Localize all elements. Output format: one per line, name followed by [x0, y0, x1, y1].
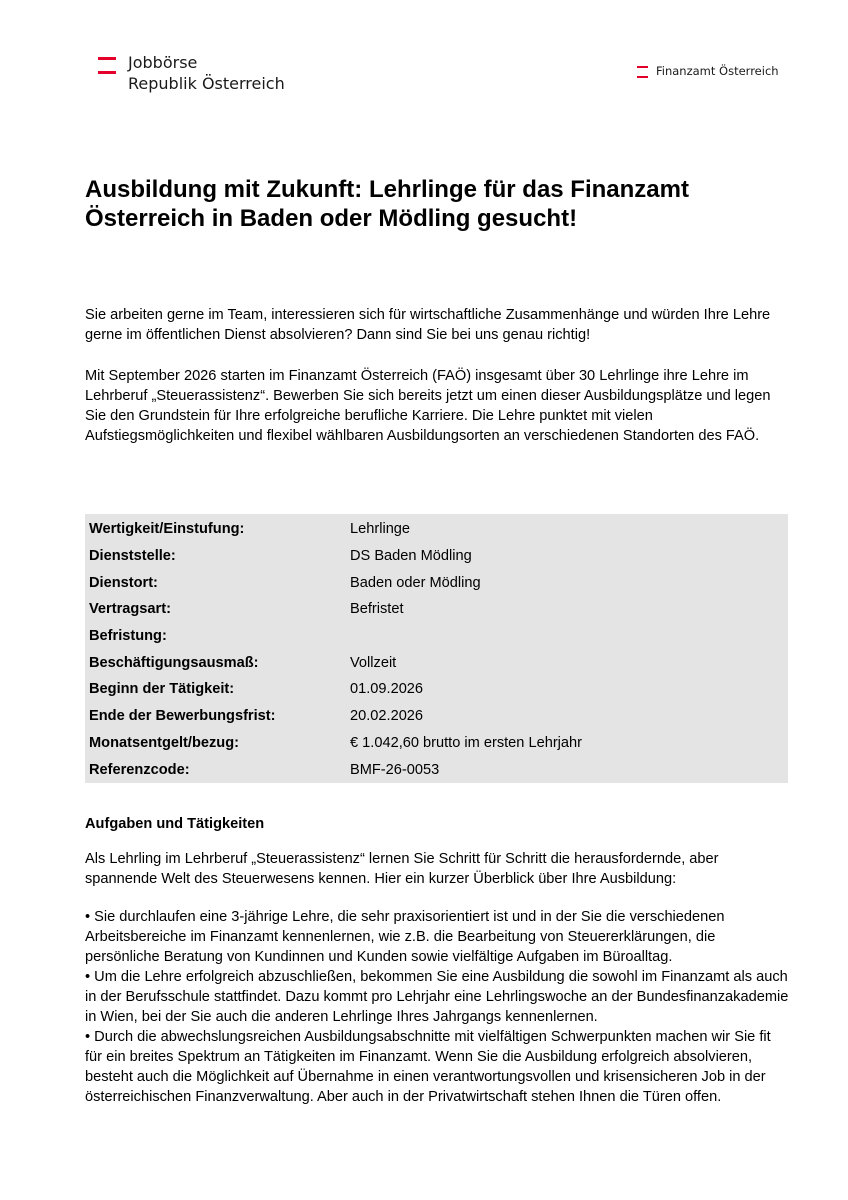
- detail-label: Befristung:: [89, 628, 167, 645]
- page-title: Ausbildung mit Zukunft: Lehrlinge für das Finanzamt Österreich in Baden oder Mödling gesucht!: [85, 176, 689, 232]
- detail-label: Wertigkeit/Einstufung:: [89, 521, 245, 538]
- detail-value: BMF-26-0053: [350, 761, 440, 778]
- detail-value: Lehrlinge: [350, 521, 411, 538]
- task-bullet-list: [85, 907, 790, 1107]
- detail-label: Referenzcode:: [89, 761, 190, 778]
- detail-value: Baden oder Mödling: [350, 574, 481, 591]
- table-row: [85, 649, 788, 676]
- table-row: [85, 596, 788, 623]
- detail-label: Dienstort:: [89, 574, 158, 591]
- section-intro: Als Lehrling im Lehrberuf „Steuerassistenz“ lernen Sie Schritt für Schritt die herausfordernde, aber spannende Welt des Steuerwesens kennen. Hier ein kurzer Überblick über Ihre Ausbildung:: [85, 851, 719, 887]
- job-details-table: [85, 514, 788, 783]
- table-row: [85, 703, 788, 730]
- detail-value: [350, 623, 788, 650]
- logo-line-2: Republik Österreich: [128, 74, 285, 93]
- table-row: [85, 623, 788, 650]
- detail-value: 01.09.2026: [350, 681, 424, 698]
- table-row: [85, 569, 788, 596]
- detail-value: 20.02.2026: [350, 708, 424, 725]
- table-row: [85, 676, 788, 703]
- intro-paragraph-1: Sie arbeiten gerne im Team, interessieren sich für wirtschaftliche Zusammenhänge und würden Ihre Lehre gerne im öffentlichen Dienst absolvieren? Dann sind Sie bei uns genau richtig!: [85, 307, 771, 343]
- table-row: [85, 756, 788, 783]
- list-item: • Durch die abwechslungsreichen Ausbildungsabschnitte mit vielfältigen Schwerpunkten machen wir Sie fit für ein breites Spektrum an Tätigkeiten im Finanzamt. Wenn Sie die Ausbildung erfolgreich absolvieren, besteht auch die Möglichkeit auf Übernahme in einen verantwortungsvollen und krisensicheren Job in der österreichischen Finanzverwaltung. Aber auch in der Privatwirtschaft stehen Ihnen die Türen offen.: [85, 1029, 771, 1105]
- austria-flag-small-icon: [637, 66, 648, 81]
- austria-flag-icon: [98, 57, 116, 78]
- detail-label: Vertragsart:: [89, 601, 171, 618]
- table-row: [85, 730, 788, 757]
- detail-label: Ende der Bewerbungsfrist:: [89, 708, 276, 725]
- list-item: • Um die Lehre erfolgreich abzuschließen, bekommen Sie eine Ausbildung die sowohl im Finanzamt als auch in der Berufsschule stattfindet. Dazu kommt pro Lehrjahr eine Lehrlingswoche an der Bundesfinanzakademie in Wien, bei der Sie auch die anderen Lehrlinge Ihres Jahrgangs kennenlernen.: [85, 969, 789, 1025]
- intro-paragraph-2: Mit September 2026 starten im Finanzamt Österreich (FAÖ) insgesamt über 30 Lehrlinge ihre Lehre im Lehrberuf „Steuerassistenz“. Bewerben Sie sich bereits jetzt um einen dieser Ausbildungsplätze und legen Sie den Grundstein für Ihre erfolgreiche berufliche Karriere. Die Lehre punktet mit vielen Aufstiegsmöglichkeiten und flexibel wählbaren Ausbildungsorten an verschiedenen Standorten des FAÖ.: [85, 368, 771, 444]
- finanzamt-logo-text: Finanzamt Österreich: [656, 64, 779, 78]
- list-item: • Sie durchlaufen eine 3-jährige Lehre, die sehr praxisorientiert ist und in der Sie die verschiedenen Arbeitsbereiche im Finanzamt kennenlernen, wie z.B. die Bearbeitung von Steuererklärungen, die persönliche Beratung von Kundinnen und Kunden sowie vielfältige Aufgaben im Büroalltag.: [85, 909, 725, 965]
- detail-value: Vollzeit: [350, 654, 397, 671]
- detail-value: Befristet: [350, 601, 404, 618]
- table-row: [85, 514, 788, 543]
- detail-value: DS Baden Mödling: [350, 548, 472, 565]
- logo-line-1: Jobbörse: [128, 53, 198, 72]
- detail-label: Beschäftigungsausmaß:: [89, 654, 259, 671]
- detail-label: Beginn der Tätigkeit:: [89, 681, 235, 698]
- detail-label: Dienststelle:: [89, 548, 176, 565]
- detail-label: Monatsentgelt/bezug:: [89, 734, 239, 751]
- detail-value: € 1.042,60 brutto im ersten Lehrjahr: [350, 734, 583, 751]
- table-row: [85, 543, 788, 570]
- jobboerse-logo-text: [128, 52, 285, 94]
- section-heading: Aufgaben und Tätigkeiten: [85, 816, 265, 832]
